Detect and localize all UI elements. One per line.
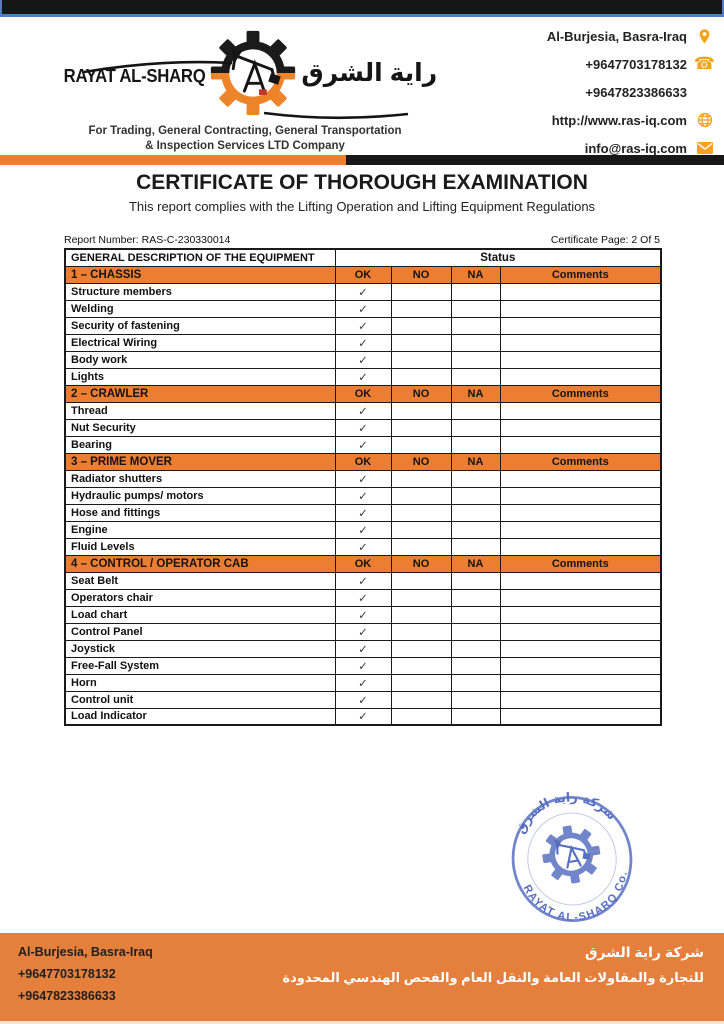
item-label-cell: Fluid Levels: [65, 538, 335, 555]
meta-row: [64, 234, 660, 246]
no-cell: [391, 351, 451, 368]
table-row: [65, 708, 661, 725]
company-brand: [63, 30, 438, 154]
comments-cell: [500, 402, 661, 419]
footer-company-description-arabic: للتجارة والمقاولات العامة والنقل العام والفحص الهندسي المحدودة: [282, 970, 704, 985]
ok-cell: ✓: [335, 436, 391, 453]
na-cell: [451, 470, 500, 487]
table-row: [65, 334, 661, 351]
na-cell: [451, 504, 500, 521]
no-cell: [391, 334, 451, 351]
certificate-page-value: 2 Of 5: [631, 234, 660, 246]
na-cell: [451, 674, 500, 691]
ok-cell: ✓: [335, 521, 391, 538]
company-name-arabic: راية الشرق: [301, 59, 438, 87]
section-title-cell: 3 – PRIME MOVER: [65, 453, 335, 470]
no-cell: [391, 521, 451, 538]
footer-address: Al-Burjesia, Basra-Iraq: [18, 945, 153, 959]
comments-cell: [500, 657, 661, 674]
item-label-cell: Free-Fall System: [65, 657, 335, 674]
na-cell: [451, 640, 500, 657]
comments-cell: [500, 470, 661, 487]
table-header-row: [65, 249, 661, 266]
na-cell: [451, 657, 500, 674]
status-column-header-cell: NO: [391, 385, 451, 402]
no-cell: [391, 436, 451, 453]
ok-cell: ✓: [335, 589, 391, 606]
footer-company-name-arabic: شركة راية الشرق: [584, 944, 704, 960]
ok-cell: ✓: [335, 368, 391, 385]
gear-pumpjack-logo-icon: [210, 30, 296, 116]
no-cell: [391, 674, 451, 691]
na-cell: [451, 419, 500, 436]
address-text: Al-Burjesia, Basra-Iraq: [546, 28, 687, 44]
table-row: [65, 402, 661, 419]
ok-cell: ✓: [335, 334, 391, 351]
comments-cell: [500, 334, 661, 351]
table-row: [65, 283, 661, 300]
status-column-header-cell: Comments: [500, 453, 661, 470]
ok-cell: ✓: [335, 283, 391, 300]
globe-icon: [695, 112, 714, 129]
contact-row-phone-2: [464, 78, 714, 106]
contact-block: [464, 22, 714, 162]
status-column-header-cell: NO: [391, 266, 451, 283]
na-cell: [451, 300, 500, 317]
phone-2-text: +9647823386633: [585, 84, 687, 100]
ok-cell: ✓: [335, 606, 391, 623]
item-label-cell: Control unit: [65, 691, 335, 708]
status-column-header-cell: NO: [391, 555, 451, 572]
certificate-page-label: Certificate Page:: [550, 234, 629, 246]
na-cell: [451, 708, 500, 725]
status-column-header-cell: Comments: [500, 555, 661, 572]
item-label-cell: Body work: [65, 351, 335, 368]
ok-cell: ✓: [335, 300, 391, 317]
ok-cell: ✓: [335, 419, 391, 436]
table-row: [65, 317, 661, 334]
comments-cell: [500, 300, 661, 317]
logo-lockup: [63, 30, 438, 122]
item-label-cell: Operators chair: [65, 589, 335, 606]
website-text: http://www.ras-iq.com: [551, 112, 687, 128]
icon-placeholder: [695, 84, 714, 101]
item-label-cell: Hose and fittings: [65, 504, 335, 521]
comments-cell: [500, 606, 661, 623]
table-section-row: [65, 385, 661, 402]
item-label-cell: Welding: [65, 300, 335, 317]
divider-orange-segment: [0, 155, 346, 165]
inspection-table-wrap: [64, 248, 660, 726]
stamp-gear-pumpjack-emblem: [538, 821, 604, 887]
ok-cell: ✓: [335, 538, 391, 555]
status-column-header-cell: OK: [335, 385, 391, 402]
table-row: [65, 504, 661, 521]
footer-arabic-block: [282, 939, 704, 991]
company-name-english: RAYAT AL-SHARQ: [63, 66, 206, 86]
na-cell: [451, 691, 500, 708]
item-label-cell: Bearing: [65, 436, 335, 453]
ok-cell: ✓: [335, 691, 391, 708]
item-label-cell: Security of fastening: [65, 317, 335, 334]
status-column-header-cell: NA: [451, 266, 500, 283]
header-divider-bar: [0, 155, 724, 165]
tagline-line-1: For Trading, General Contracting, General Transportation: [88, 125, 402, 137]
table-row: [65, 657, 661, 674]
no-cell: [391, 283, 451, 300]
table-row: [65, 606, 661, 623]
contact-row-phone-1: [464, 50, 714, 78]
section-title-cell: 2 – CRAWLER: [65, 385, 335, 402]
item-label-cell: Structure members: [65, 283, 335, 300]
footer-contact-block: [18, 941, 153, 1007]
description-header-cell: GENERAL DESCRIPTION OF THE EQUIPMENT: [65, 249, 335, 266]
ok-cell: ✓: [335, 487, 391, 504]
status-column-header-cell: NO: [391, 453, 451, 470]
item-label-cell: Radiator shutters: [65, 470, 335, 487]
na-cell: [451, 368, 500, 385]
divider-black-segment: [346, 155, 724, 165]
no-cell: [391, 708, 451, 725]
na-cell: [451, 283, 500, 300]
report-number-label: Report Number:: [64, 234, 139, 246]
ok-cell: ✓: [335, 402, 391, 419]
no-cell: [391, 470, 451, 487]
company-stamp: [493, 777, 652, 941]
report-number: [64, 234, 230, 246]
status-header-cell: Status: [335, 249, 661, 266]
ok-cell: ✓: [335, 470, 391, 487]
comments-cell: [500, 708, 661, 725]
table-row: [65, 470, 661, 487]
item-label-cell: Hydraulic pumps/ motors: [65, 487, 335, 504]
status-column-header-cell: OK: [335, 266, 391, 283]
no-cell: [391, 606, 451, 623]
item-label-cell: Joystick: [65, 640, 335, 657]
comments-cell: [500, 419, 661, 436]
na-cell: [451, 334, 500, 351]
no-cell: [391, 504, 451, 521]
ok-cell: ✓: [335, 351, 391, 368]
status-column-header-cell: Comments: [500, 266, 661, 283]
status-column-header-cell: NA: [451, 453, 500, 470]
na-cell: [451, 487, 500, 504]
comments-cell: [500, 589, 661, 606]
no-cell: [391, 640, 451, 657]
item-label-cell: Nut Security: [65, 419, 335, 436]
section-title-cell: 1 – CHASSIS: [65, 266, 335, 283]
contact-row-address: [464, 22, 714, 50]
na-cell: [451, 317, 500, 334]
no-cell: [391, 300, 451, 317]
table-row: [65, 368, 661, 385]
item-label-cell: Thread: [65, 402, 335, 419]
na-cell: [451, 623, 500, 640]
na-cell: [451, 606, 500, 623]
status-column-header-cell: OK: [335, 453, 391, 470]
company-tagline: [80, 124, 410, 154]
no-cell: [391, 402, 451, 419]
inspection-table: [64, 248, 662, 726]
item-label-cell: Engine: [65, 521, 335, 538]
no-cell: [391, 589, 451, 606]
comments-cell: [500, 487, 661, 504]
comments-cell: [500, 691, 661, 708]
item-label-cell: Horn: [65, 674, 335, 691]
na-cell: [451, 436, 500, 453]
status-column-header-cell: NA: [451, 555, 500, 572]
no-cell: [391, 419, 451, 436]
na-cell: [451, 589, 500, 606]
certificate-page: [551, 234, 660, 246]
comments-cell: [500, 572, 661, 589]
location-pin-icon: [695, 28, 714, 45]
no-cell: [391, 572, 451, 589]
section-title-cell: 4 – CONTROL / OPERATOR CAB: [65, 555, 335, 572]
comments-cell: [500, 640, 661, 657]
item-label-cell: Load Indicator: [65, 708, 335, 725]
table-row: [65, 487, 661, 504]
comments-cell: [500, 283, 661, 300]
item-label-cell: Seat Belt: [65, 572, 335, 589]
status-column-header-cell: Comments: [500, 385, 661, 402]
na-cell: [451, 402, 500, 419]
comments-cell: [500, 368, 661, 385]
footer-phone-2: +9647823386633: [18, 989, 116, 1003]
status-column-header-cell: NA: [451, 385, 500, 402]
ok-cell: ✓: [335, 674, 391, 691]
comments-cell: [500, 351, 661, 368]
item-label-cell: Electrical Wiring: [65, 334, 335, 351]
tagline-line-2: & Inspection Services LTD Company: [145, 140, 345, 152]
table-row: [65, 674, 661, 691]
document-subtitle: This report complies with the Lifting Operation and Lifting Equipment Regulations: [128, 199, 596, 214]
stamp-english-text: RAYAT AL-SHARQ Co.: [520, 869, 630, 924]
na-cell: [451, 521, 500, 538]
ok-cell: ✓: [335, 572, 391, 589]
comments-cell: [500, 674, 661, 691]
table-section-row: [65, 453, 661, 470]
table-row: [65, 300, 661, 317]
item-label-cell: Control Panel: [65, 623, 335, 640]
ok-cell: ✓: [335, 640, 391, 657]
envelope-icon: [695, 140, 714, 157]
footer-phone-1: +9647703178132: [18, 967, 116, 981]
phone-icon: ☎: [693, 53, 716, 74]
na-cell: [451, 538, 500, 555]
table-section-row: [65, 266, 661, 283]
ok-cell: ✓: [335, 317, 391, 334]
table-row: [65, 351, 661, 368]
no-cell: [391, 487, 451, 504]
page-footer: [0, 933, 724, 1024]
table-row: [65, 640, 661, 657]
status-column-header-cell: OK: [335, 555, 391, 572]
contact-row-website: [464, 106, 714, 134]
no-cell: [391, 691, 451, 708]
top-accent-bar: [0, 0, 724, 17]
table-row: [65, 691, 661, 708]
no-cell: [391, 368, 451, 385]
table-row: [65, 419, 661, 436]
ok-cell: ✓: [335, 657, 391, 674]
comments-cell: [500, 317, 661, 334]
item-label-cell: Load chart: [65, 606, 335, 623]
table-row: [65, 521, 661, 538]
email-text: info@ras-iq.com: [584, 140, 687, 156]
no-cell: [391, 317, 451, 334]
table-row: [65, 436, 661, 453]
table-row: [65, 623, 661, 640]
table-section-row: [65, 555, 661, 572]
table-row: [65, 538, 661, 555]
comments-cell: [500, 521, 661, 538]
na-cell: [451, 572, 500, 589]
item-label-cell: Lights: [65, 368, 335, 385]
comments-cell: [500, 504, 661, 521]
ok-cell: ✓: [335, 623, 391, 640]
comments-cell: [500, 436, 661, 453]
phone-1-text: +9647703178132: [585, 56, 687, 72]
no-cell: [391, 623, 451, 640]
comments-cell: [500, 623, 661, 640]
no-cell: [391, 538, 451, 555]
table-row: [65, 572, 661, 589]
ok-cell: ✓: [335, 504, 391, 521]
table-row: [65, 589, 661, 606]
document-title: CERTIFICATE OF THOROUGH EXAMINATION: [136, 171, 588, 194]
ok-cell: ✓: [335, 708, 391, 725]
report-number-value: RAS-C-230330014: [141, 234, 231, 246]
na-cell: [451, 351, 500, 368]
no-cell: [391, 657, 451, 674]
comments-cell: [500, 538, 661, 555]
stamp-arabic-text: شركة راية الشرق: [512, 789, 620, 836]
